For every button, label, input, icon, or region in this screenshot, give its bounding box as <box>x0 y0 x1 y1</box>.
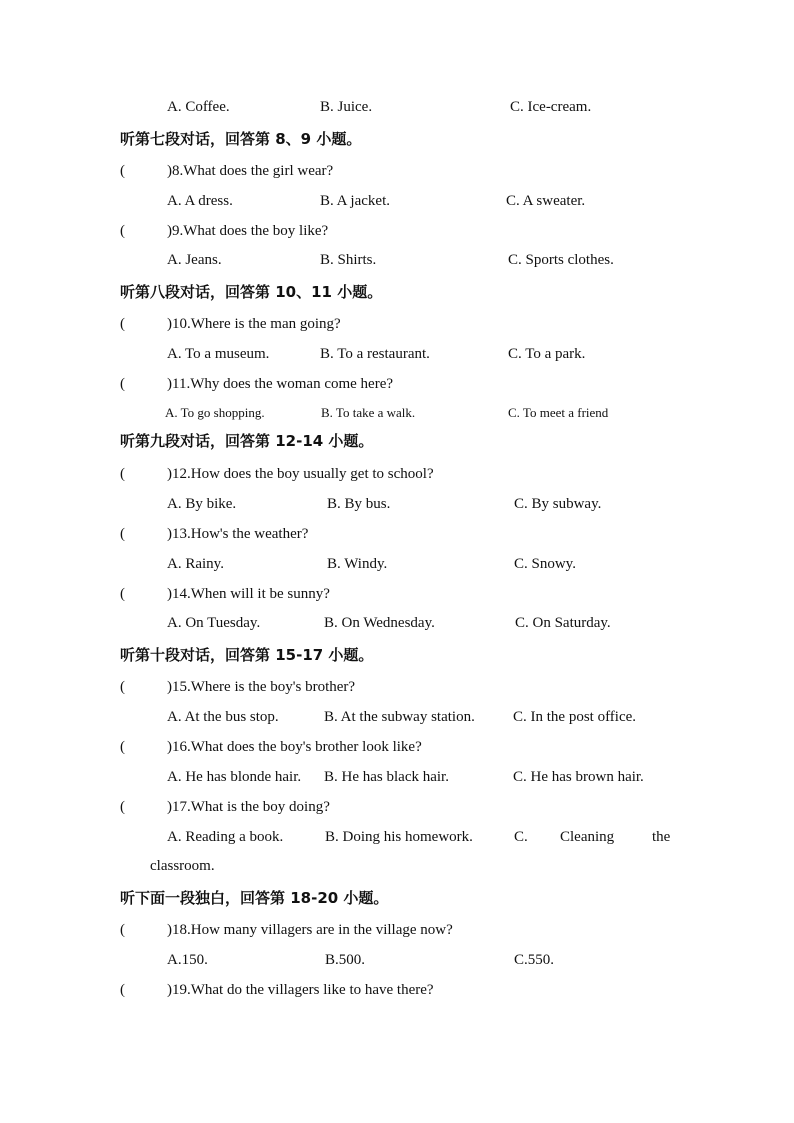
answer-option: B. He has black hair. <box>324 769 449 785</box>
question-text: )9.What does the boy like? <box>167 223 329 239</box>
answer-bracket-open: ( <box>120 316 125 332</box>
answer-option: B. To a restaurant. <box>320 346 430 362</box>
answer-option: B. A jacket. <box>320 193 390 209</box>
answer-option: B. Doing his homework. <box>325 829 473 845</box>
answer-option: C. Snowy. <box>514 556 576 572</box>
answer-option: C. To meet a friend <box>508 405 609 420</box>
answer-option: A. To go shopping. <box>165 405 265 420</box>
answer-option: C. In the post office. <box>513 709 637 725</box>
answer-bracket-open: ( <box>120 586 125 602</box>
section-heading: 听第九段对话，回答第 12-14 小题。 <box>120 432 374 450</box>
question-text: )10.Where is the man going? <box>167 316 341 332</box>
answer-bracket-open: ( <box>120 466 125 482</box>
answer-option: C. By subway. <box>514 496 602 512</box>
answer-bracket-open: ( <box>120 799 125 815</box>
question-text: )13.How's the weather? <box>167 526 309 542</box>
answer-option: C. He has brown hair. <box>513 769 644 785</box>
question-text: )12.How does the boy usually get to school? <box>167 466 434 482</box>
answer-bracket-open: ( <box>120 679 125 695</box>
answer-option: C. <box>514 829 528 845</box>
answer-bracket-open: ( <box>120 922 125 938</box>
answer-option: classroom. <box>150 858 215 874</box>
answer-option: A. Rainy. <box>167 556 224 572</box>
answer-option: B. Juice. <box>320 99 373 115</box>
answer-option: A.150. <box>167 952 208 968</box>
answer-option: C. Sports clothes. <box>508 252 614 268</box>
section-heading: 听第七段对话，回答第 8、9 小题。 <box>120 130 362 148</box>
answer-option: B. On Wednesday. <box>324 615 435 631</box>
answer-option: A. Coffee. <box>167 99 230 115</box>
answer-option: A. By bike. <box>167 496 237 512</box>
answer-option: C. A sweater. <box>506 193 586 209</box>
answer-option: C. Ice-cream. <box>510 99 592 115</box>
answer-bracket-open: ( <box>120 982 125 998</box>
question-text: )8.What does the girl wear? <box>167 163 334 179</box>
question-text: )19.What do the villagers like to have there? <box>167 982 434 998</box>
answer-option: A. A dress. <box>167 193 233 209</box>
answer-option: B. By bus. <box>327 496 391 512</box>
answer-bracket-open: ( <box>120 376 125 392</box>
section-heading: 听第十段对话，回答第 15-17 小题。 <box>120 646 374 664</box>
answer-option: A. At the bus stop. <box>167 709 279 725</box>
answer-option: C. To a park. <box>508 346 586 362</box>
answer-bracket-open: ( <box>120 526 125 542</box>
answer-option: A. To a museum. <box>167 346 270 362</box>
answer-bracket-open: ( <box>120 163 125 179</box>
question-text: )16.What does the boy's brother look like? <box>167 739 422 755</box>
answer-bracket-open: ( <box>120 223 125 239</box>
answer-bracket-open: ( <box>120 739 125 755</box>
question-text: )18.How many villagers are in the village now? <box>167 922 453 938</box>
answer-option: B. To take a walk. <box>321 405 416 420</box>
answer-option: A. Reading a book. <box>167 829 284 845</box>
question-text: )14.When will it be sunny? <box>167 586 330 602</box>
answer-option: A. On Tuesday. <box>167 615 261 631</box>
question-text: )17.What is the boy doing? <box>167 799 330 815</box>
answer-option: B. At the subway station. <box>324 709 475 725</box>
answer-option: A. Jeans. <box>167 252 222 268</box>
answer-option: C.550. <box>514 952 555 968</box>
answer-option: B.500. <box>325 952 366 968</box>
section-heading: 听下面一段独白，回答第 18-20 小题。 <box>120 889 389 907</box>
section-heading: 听第八段对话，回答第 10、11 小题。 <box>120 283 383 301</box>
answer-option: C. On Saturday. <box>515 615 611 631</box>
question-text: )11.Why does the woman come here? <box>167 376 394 392</box>
answer-option: the <box>652 829 671 845</box>
answer-option: B. Shirts. <box>320 252 377 268</box>
answer-option: B. Windy. <box>327 556 388 572</box>
answer-option: A. He has blonde hair. <box>167 769 302 785</box>
question-text: )15.Where is the boy's brother? <box>167 679 356 695</box>
answer-option: Cleaning <box>560 829 615 845</box>
